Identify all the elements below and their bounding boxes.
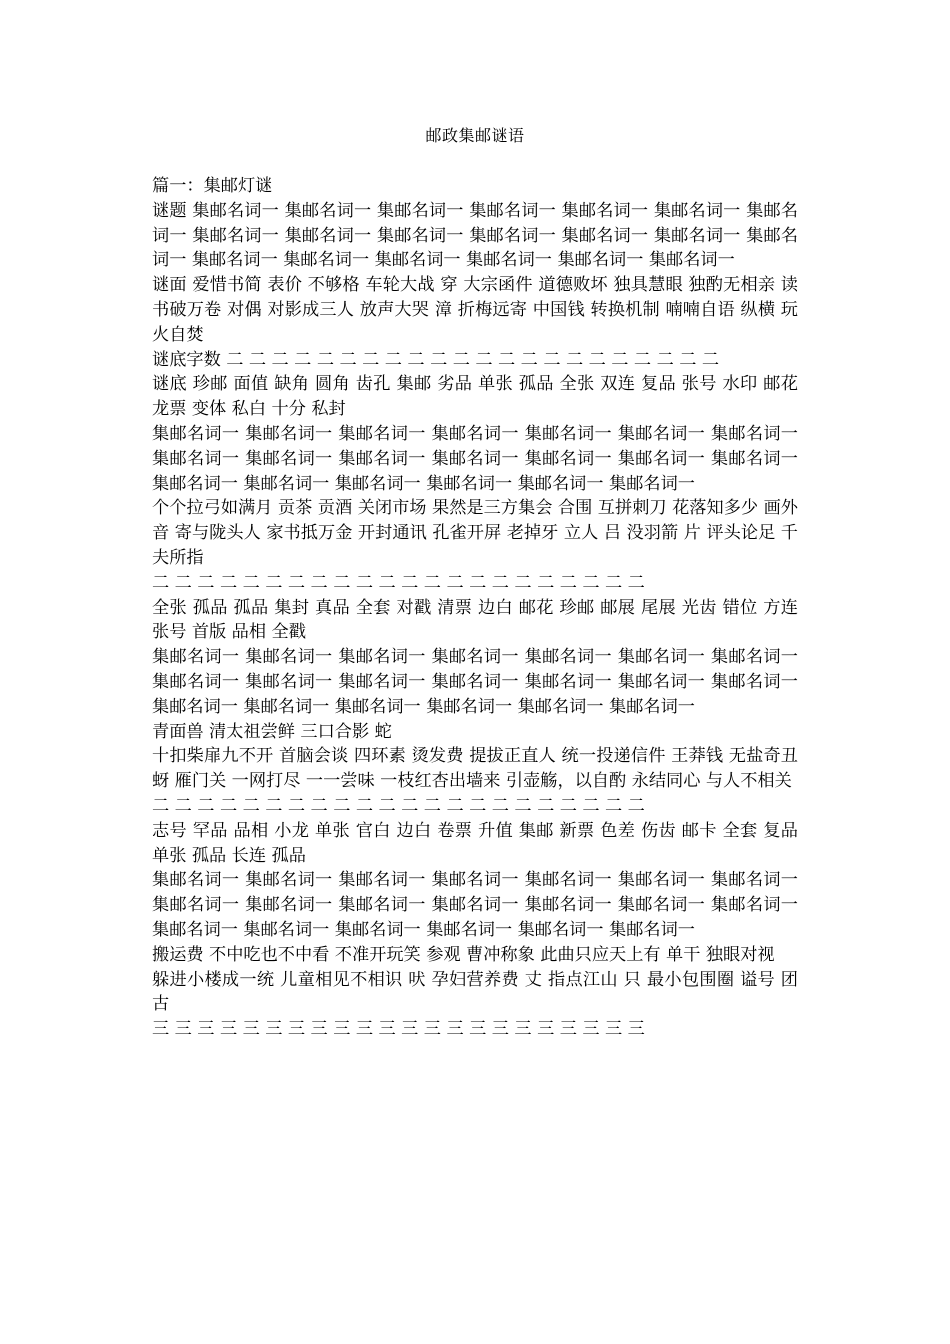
riddle-faces-4a: 搬运费 不中吃也不中看 不准开玩笑 参观 曹冲称象 此曲只应天上有 单干 独眼对视 xyxy=(152,944,775,965)
riddle-answers-3: 志号 罕品 品相 小龙 单张 官白 边白 卷票 升值 集邮 新票 色差 伤齿 邮卡 全套 复品 单张 孤品 长连 孤品 xyxy=(152,820,798,866)
riddle-questions-4: 集邮名词一 集邮名词一 集邮名词一 集邮名词一 集邮名词一 集邮名词一 集邮名词一 集邮名词一 集邮名词一 集邮名词一 集邮名词一 集邮名词一 集邮名词一 集邮名词一 集邮名词一 集邮名词一 集邮名词一 集邮名词一 集邮名词一 集邮名词一 xyxy=(152,870,798,940)
riddle-faces-4b: 躲进小楼成一统 儿童相见不相识 吠 孕妇营养费 丈 指点江山 只 最小包围圈 谥号 团 古 xyxy=(152,969,798,1015)
riddle-answers-2: 全张 孤品 孤品 集封 真品 全套 对戳 清票 边白 邮花 珍邮 邮展 尾展 光齿 错位 方连 张号 首版 品相 全戳 xyxy=(152,597,798,643)
riddle-faces-3b: 十扣柴扉九不开 首脑会谈 四环素 烫发费 提拔正直人 统一投递信件 王莽钱 无盐奇丑 蚜 雁门关 一网打尽 一一尝味 一枝红杏出墙来 引壶觞，以自酌 永结同心 与人不相关 xyxy=(152,746,798,792)
answer-length-1: 谜底字数 二 二 二 二 二 二 二 二 二 二 二 二 二 二 二 二 二 二 二 二 二 二 xyxy=(152,349,720,370)
riddle-answers-1: 谜底 珍邮 面值 缺角 圆角 齿孔 集邮 劣品 单张 孤品 全张 双连 复品 张号 水印 邮花 龙票 变体 私白 十分 私封 xyxy=(152,374,798,420)
riddle-questions-3: 集邮名词一 集邮名词一 集邮名词一 集邮名词一 集邮名词一 集邮名词一 集邮名词一 集邮名词一 集邮名词一 集邮名词一 集邮名词一 集邮名词一 集邮名词一 集邮名词一 集邮名词一 集邮名词一 集邮名词一 集邮名词一 集邮名词一 集邮名词一 xyxy=(152,647,798,717)
answer-length-4: 三 三 三 三 三 三 三 三 三 三 三 三 三 三 三 三 三 三 三 三 三 三 xyxy=(152,1019,645,1040)
riddle-faces-3a: 青面兽 清太祖尝鲜 三口合影 蛇 xyxy=(152,721,392,742)
document-title: 邮政集邮谜语 xyxy=(425,126,525,145)
section-heading: 篇一：集邮灯谜 xyxy=(152,176,273,196)
riddle-faces-2: 个个拉弓如满月 贡茶 贡酒 关闭市场 果然是三方集会 合围 互拼刺刀 花落知多少 画外音 寄与陇头人 家书抵万金 开封通讯 孔雀开屏 老掉牙 立人 吕 没羽箭 片 评头论足 千夫所指 xyxy=(152,498,798,568)
document-body xyxy=(152,174,798,1042)
answer-length-3: 二 二 二 二 二 二 二 二 二 二 二 二 二 二 二 二 二 二 二 二 二 二 xyxy=(152,795,645,816)
riddle-questions-2: 集邮名词一 集邮名词一 集邮名词一 集邮名词一 集邮名词一 集邮名词一 集邮名词一 集邮名词一 集邮名词一 集邮名词一 集邮名词一 集邮名词一 集邮名词一 集邮名词一 集邮名词一 集邮名词一 集邮名词一 集邮名词一 集邮名词一 集邮名词一 xyxy=(152,423,798,494)
riddle-faces-1: 谜面 爱惜书简 表价 不够格 车轮大战 穿 大宗函件 道德败坏 独具慧眼 独酌无相亲 读书破万卷 对偶 对影成三人 放声大哭 漳 折梅远寄 中国钱 转换机制 喃喃自语 纵横 玩火自焚 xyxy=(152,275,798,345)
riddle-questions-1: 谜题 集邮名词一 集邮名词一 集邮名词一 集邮名词一 集邮名词一 集邮名词一 集邮名词一 集邮名词一 集邮名词一 集邮名词一 集邮名词一 集邮名词一 集邮名词一 集邮名词一 集邮名词一 集邮名词一 集邮名词一 集邮名词一 集邮名词一 集邮名词一 xyxy=(152,200,798,271)
answer-length-2: 二 二 二 二 二 二 二 二 二 二 二 二 二 二 二 二 二 二 二 二 二 二 xyxy=(152,572,645,593)
